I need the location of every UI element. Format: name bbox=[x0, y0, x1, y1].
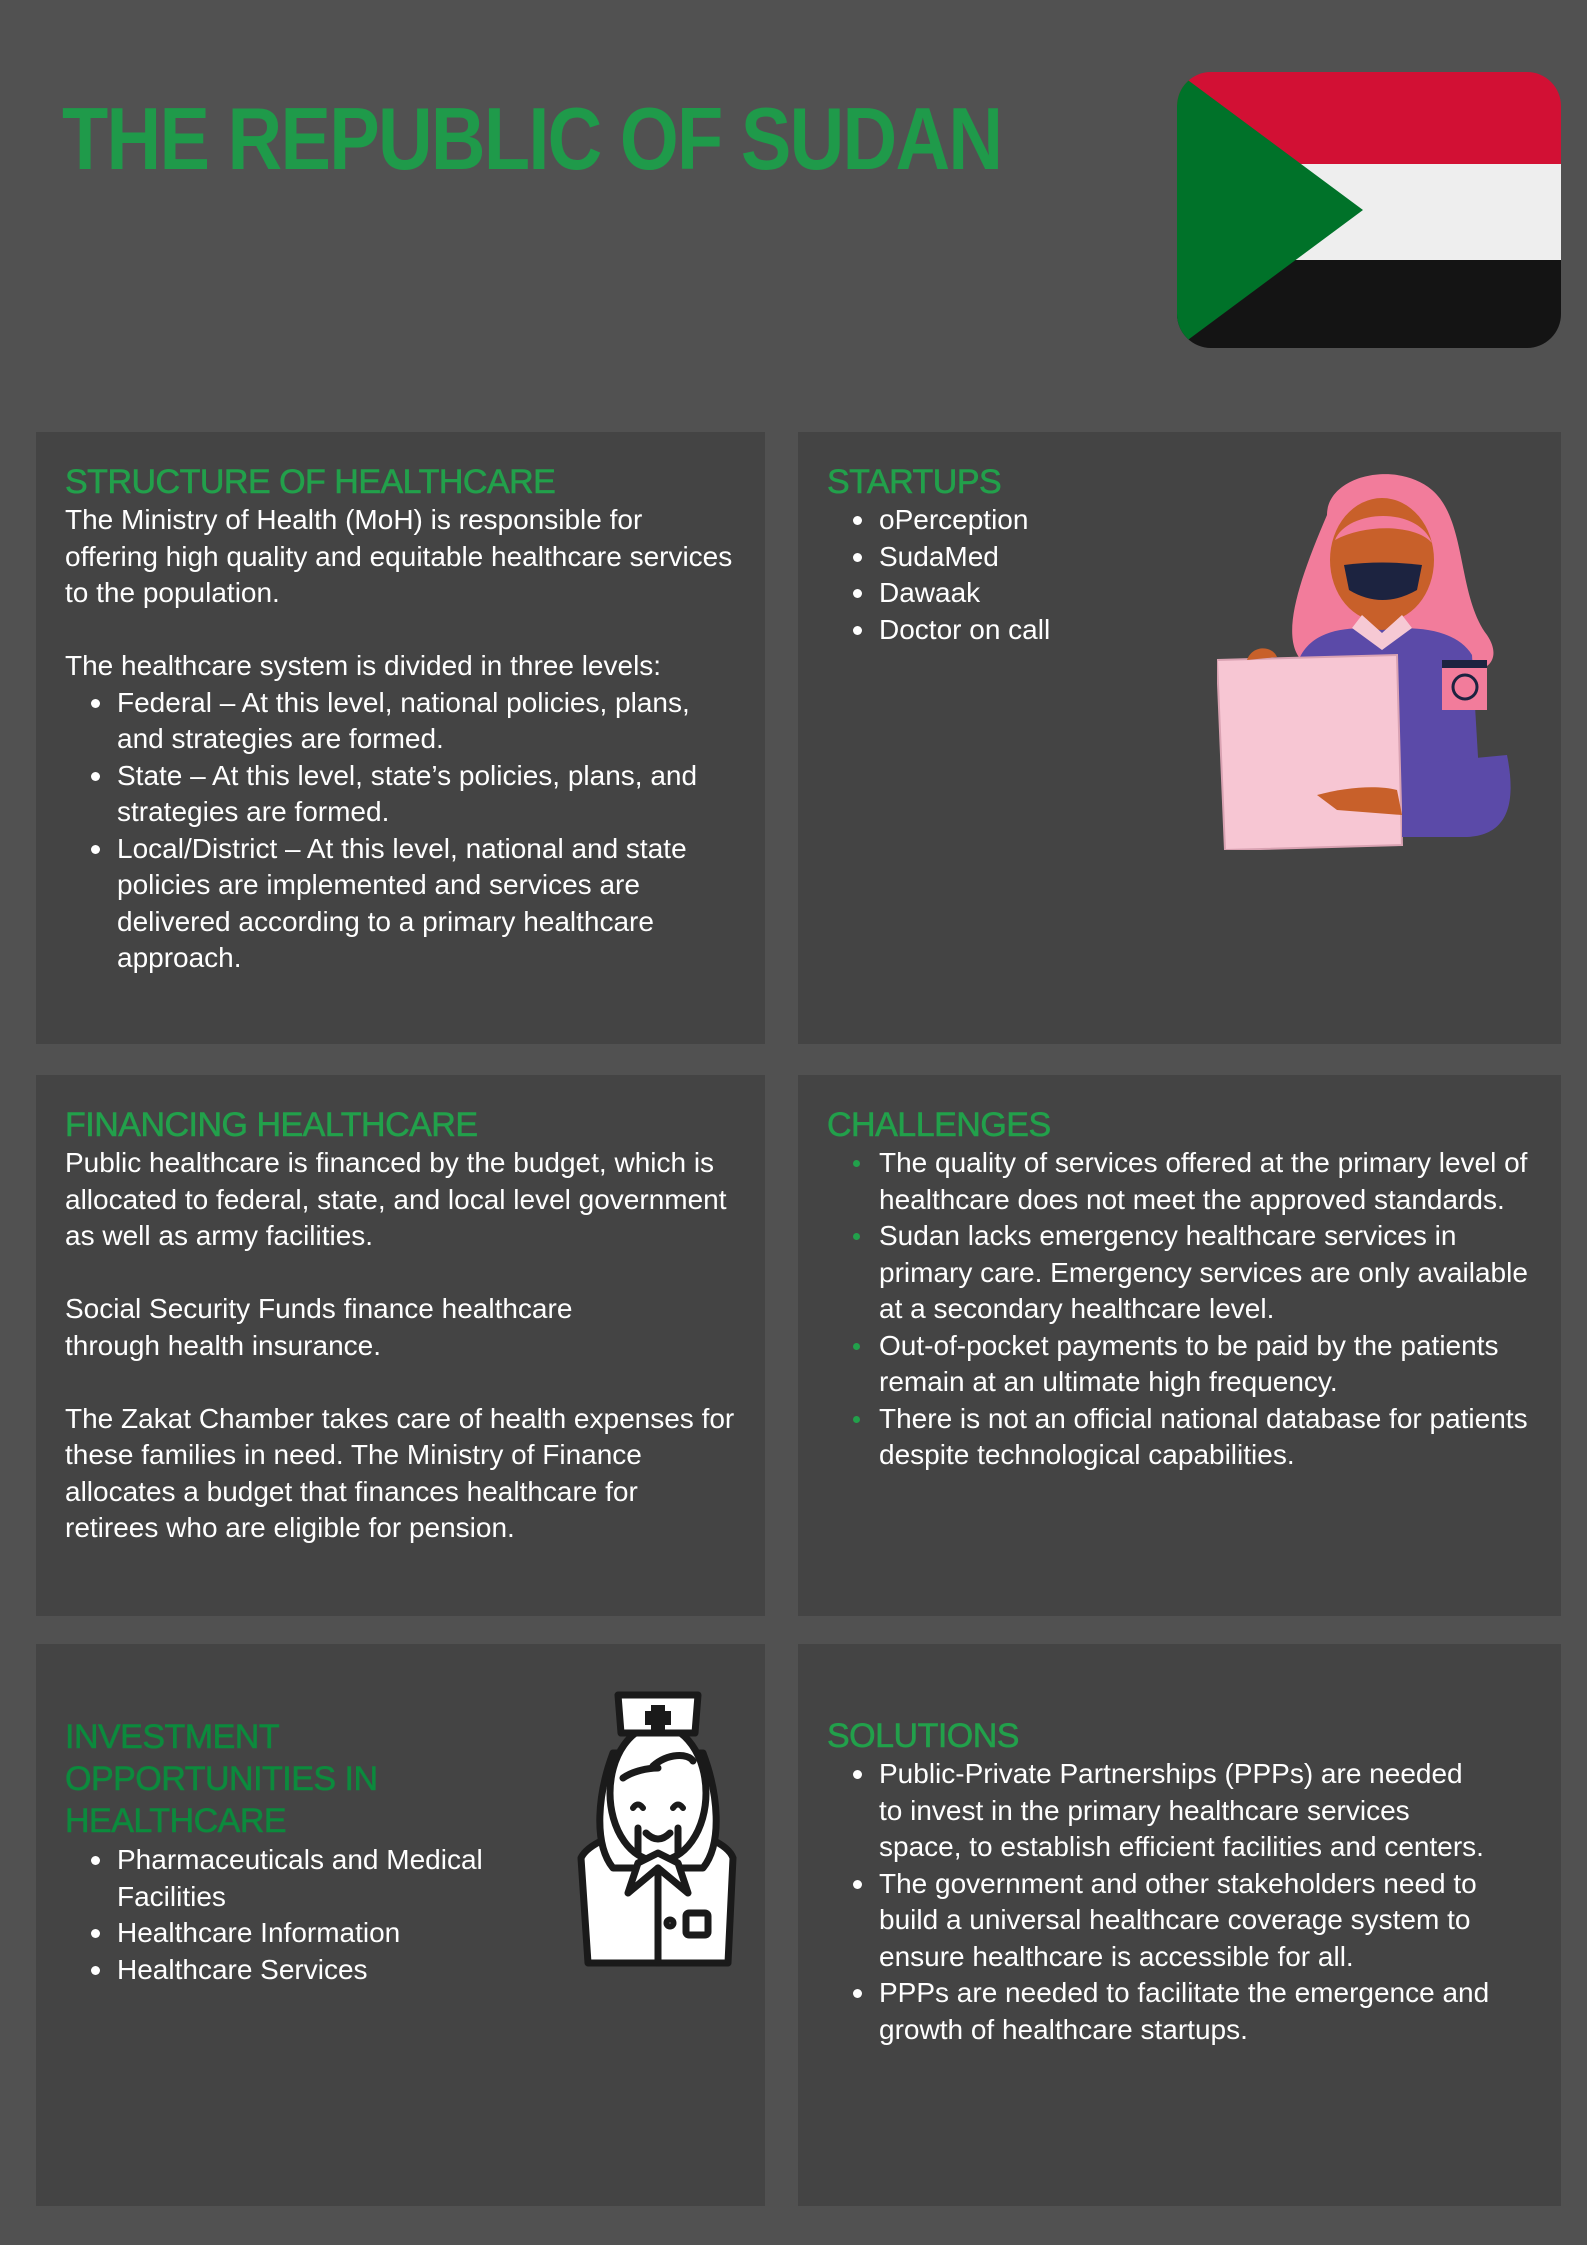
financing-panel bbox=[36, 1075, 765, 1616]
list-item: SudaMed bbox=[879, 539, 1532, 576]
structure-levels-list bbox=[65, 685, 736, 977]
investment-heading: INVESTMENT OPPORTUNITIES IN HEALTHCARE bbox=[65, 1718, 378, 1840]
woman-holding-sign-illustration bbox=[1217, 465, 1522, 855]
list-item: There is not an official national database for patients despite technological capabilities. bbox=[879, 1401, 1532, 1474]
nurse-icon bbox=[573, 1683, 743, 1973]
list-item: Doctor on call bbox=[879, 612, 1532, 649]
list-item: Pharmaceuticals and Medical Facilities bbox=[117, 1842, 585, 1915]
challenges-panel bbox=[798, 1075, 1561, 1616]
list-item: Local/District – At this level, national and state policies are implemented and services are delivered according to a primary healthcare approach. bbox=[117, 831, 736, 977]
structure-text-1: The Ministry of Health (MoH) is responsible for offering high quality and equitable healthcare services to the population. bbox=[65, 504, 733, 608]
startups-heading: STARTUPS bbox=[827, 463, 1002, 501]
sudan-flag bbox=[1177, 72, 1561, 348]
challenges-heading: CHALLENGES bbox=[827, 1106, 1051, 1144]
list-item: PPPs are needed to facilitate the emergence and growth of healthcare startups. bbox=[879, 1975, 1492, 2048]
list-item: Healthcare Services bbox=[117, 1952, 585, 1989]
list-item: Federal – At this level, national policies, plans, and strategies are formed. bbox=[117, 685, 736, 758]
page-title: THE REPUBLIC OF SUDAN bbox=[62, 89, 1002, 188]
list-item: State – At this level, state’s policies, plans, and strategies are formed. bbox=[117, 758, 736, 831]
investment-list bbox=[65, 1842, 585, 1988]
financing-text-1: Public healthcare is financed by the budget, which is allocated to federal, state, and local level government as well as army facilities. bbox=[65, 1147, 727, 1251]
financing-heading: FINANCING HEALTHCARE bbox=[65, 1106, 478, 1144]
list-item: oPerception bbox=[879, 502, 1532, 539]
structure-panel bbox=[36, 432, 765, 1044]
challenges-list bbox=[827, 1145, 1532, 1474]
list-item: Public-Private Partnerships (PPPs) are needed to invest in the primary healthcare services space, to establish efficient facilities and centers. bbox=[879, 1756, 1492, 1866]
list-item: The government and other stakeholders need to build a universal healthcare coverage system to ensure healthcare is accessible for all. bbox=[879, 1866, 1492, 1976]
solutions-panel bbox=[798, 1644, 1561, 2206]
financing-text-2: Social Security Funds finance healthcare through health insurance. bbox=[65, 1293, 573, 1361]
structure-text-2: The healthcare system is divided in three levels: bbox=[65, 650, 662, 681]
structure-heading: STRUCTURE OF HEALTHCARE bbox=[65, 463, 556, 501]
list-item: The quality of services offered at the primary level of healthcare does not meet the approved standards. bbox=[879, 1145, 1532, 1218]
list-item: Healthcare Information bbox=[117, 1915, 585, 1952]
financing-text-3: The Zakat Chamber takes care of health expenses for these families in need. The Ministry of Finance allocates a budget that finances healthcare for retirees who are eligible for pension. bbox=[65, 1402, 735, 1543]
list-item: Out-of-pocket payments to be paid by the patients remain at an ultimate high frequency. bbox=[879, 1328, 1532, 1401]
solutions-list bbox=[827, 1756, 1532, 2048]
solutions-heading: SOLUTIONS bbox=[827, 1717, 1019, 1755]
list-item: Dawaak bbox=[879, 575, 1532, 612]
list-item: Sudan lacks emergency healthcare services in primary care. Emergency services are only available at a secondary healthcare level. bbox=[879, 1218, 1532, 1328]
